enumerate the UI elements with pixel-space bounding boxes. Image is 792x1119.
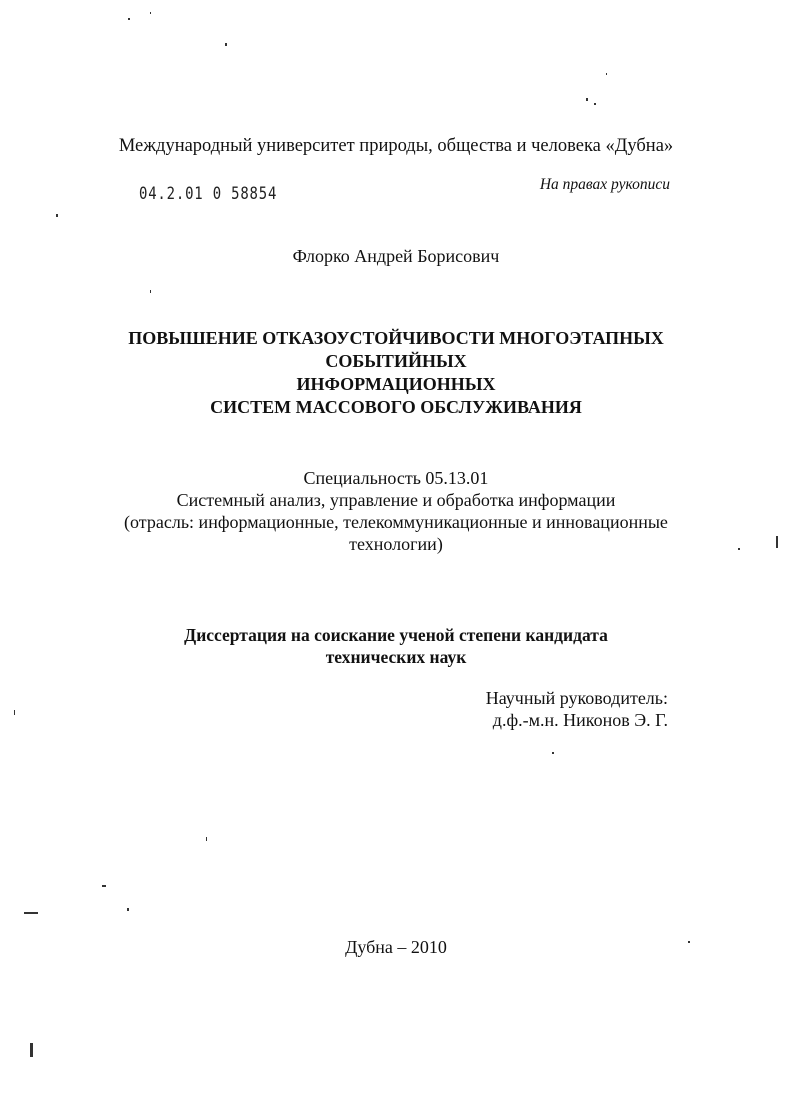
specialty-branch: (отрасль: информационные, телекоммуникационные и инновационные [124, 512, 668, 532]
scan-speck [30, 1043, 33, 1057]
dissertation-line: Диссертация на соискание ученой степени кандидата [184, 625, 608, 645]
manuscript-note: На правах рукописи [539, 176, 670, 193]
author-name: Флорко Андрей Борисович [292, 246, 500, 266]
specialty-branch-cont: технологии) [349, 534, 443, 554]
scientific-advisor [486, 687, 668, 731]
scan-speck [586, 98, 588, 101]
city-year: Дубна – 2010 [345, 937, 447, 957]
scan-speck [776, 536, 778, 548]
dissertation-line: технических наук [325, 647, 467, 667]
scan-speck [738, 548, 740, 550]
registration-stamp: 04.2.01 0 58854 [139, 184, 278, 204]
university-name: Международный университет природы, общества и человека «Дубна» [118, 136, 674, 156]
scan-speck [102, 885, 106, 887]
scan-speck [150, 290, 151, 293]
title-line: ИНФОРМАЦИОННЫХ [296, 374, 496, 394]
title-line: ПОВЫШЕНИЕ ОТКАЗОУСТОЙЧИВОСТИ МНОГОЭТАПНЫХ [128, 328, 664, 348]
scan-speck [14, 710, 15, 715]
scan-speck [688, 941, 690, 943]
scan-speck [206, 837, 207, 841]
advisor-name: д.ф.-м.н. Никонов Э. Г. [492, 710, 668, 730]
scan-speck [24, 912, 38, 914]
title-line: СИСТЕМ МАССОВОГО ОБСЛУЖИВАНИЯ [210, 397, 582, 417]
specialty-name: Системный анализ, управление и обработка информации [176, 490, 616, 510]
scan-speck [128, 18, 130, 20]
scan-speck [56, 214, 58, 217]
title-line: СОБЫТИЙНЫХ [325, 351, 467, 371]
specialty-block [0, 467, 792, 555]
specialty-code: Специальность 05.13.01 [303, 468, 489, 488]
thesis-title [0, 327, 792, 419]
scan-speck [552, 752, 554, 754]
scan-speck [150, 12, 151, 14]
dissertation-statement [0, 624, 792, 668]
scan-speck [606, 73, 607, 75]
scan-speck [225, 43, 227, 46]
scan-speck [127, 908, 129, 911]
advisor-label: Научный руководитель: [485, 688, 668, 708]
scan-speck [594, 103, 596, 105]
